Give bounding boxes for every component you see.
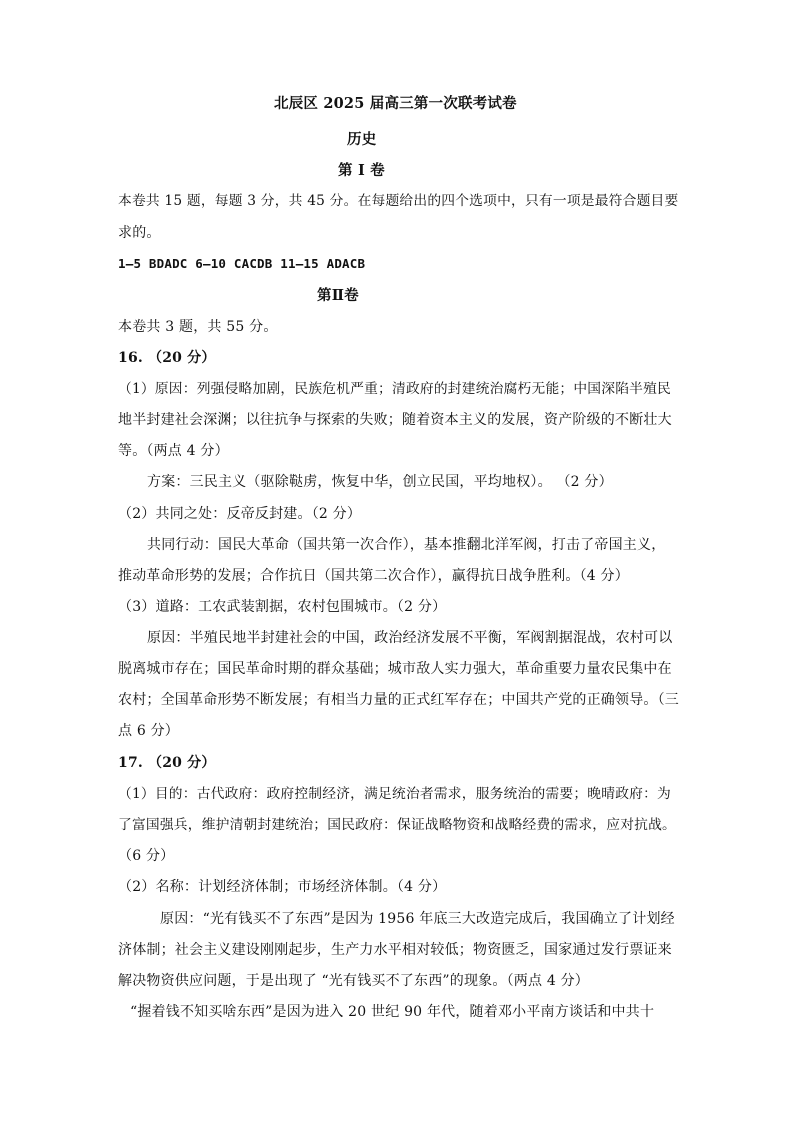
q16-reason-line: 农村；全国革命形势不断发展；有相当力量的正式红军存在；中国共产党的正确领导。（三: [118, 692, 679, 708]
q17-reason-line: “握着钱不知买啥东西”是因为进入 20 世纪 90 年代，随着邓小平南方谈话和中共十: [130, 1004, 655, 1020]
q16-reason-line: 点 6 分）: [118, 723, 180, 739]
q17-part1-line: （1）目的：古代政府：政府控制经济，满足统治者需求，服务统治的需要；晚晴政府：为: [118, 786, 672, 802]
q16-reason-line: 脱离城市存在；国民革命时期的群众基础；城市敌人实力强大，革命重要力量农民集中在: [118, 661, 672, 677]
q17-part1-line: 了富国强兵，维护清朝封建统治；国民政府：保证战略物资和战略经费的需求，应对抗战。: [118, 817, 677, 833]
q17-reason-line: 济体制；社会主义建设刚刚起步，生产力水平相对较低；物资匮乏，国家通过发行票证来: [118, 942, 672, 958]
page-title: 北辰区 2025 届高三第一次联考试卷: [274, 95, 517, 112]
q17-part1-line: （6 分）: [118, 848, 175, 864]
q16-part1-line: 地半封建社会深渊；以往抗争与探索的失败；随着资本主义的发展，资产阶级的不断壮大: [118, 412, 672, 428]
q17-reason-line: 原因：“光有钱买不了东西”是因为 1956 年底三大改造完成后，我国确立了计划经: [160, 911, 675, 927]
part1-title: 第 I 卷: [338, 162, 385, 179]
q16-action-line: 共同行动：国民大革命（国共第一次合作），基本推翻北洋军阀，打击了帝国主义，: [147, 537, 666, 553]
subject-title: 历史: [347, 131, 377, 148]
q17-part2-line: （2）名称：计划经济体制；市场经济体制。（4 分）: [118, 879, 447, 895]
q16-part3-line: （3）道路：工农武装割据，农村包围城市。（2 分）: [118, 599, 447, 615]
q16-plan-line: 方案：三民主义（驱除鞑虏，恢复中华，创立民国，平均地权）。 （2 分）: [147, 474, 613, 490]
part2-title: 第Ⅱ卷: [317, 287, 359, 304]
part2-intro: 本卷共 3 题，共 55 分。: [118, 319, 278, 335]
answer-key: 1—5 BDADC 6—10 CACDB 11—15 ADACB: [118, 256, 366, 271]
q16-part1-line: 等。（两点 4 分）: [118, 443, 229, 459]
q16-reason-line: 原因：半殖民地半封建社会的中国，政治经济发展不平衡，军阀割据混战，农村可以: [147, 630, 673, 646]
q16-part2-line: （2）共同之处：反帝反封建。（2 分）: [118, 506, 362, 522]
q17-reason-line: 解决物资供应问题，于是出现了 “光有钱买不了东西”的现象。（两点 4 分）: [118, 973, 589, 989]
part1-intro: 本卷共 15 题，每题 3 分，共 45 分。在每题给出的四个选项中，只有一项是最符合题目要: [118, 193, 679, 209]
question-17-heading: 17. （20 分）: [118, 755, 216, 771]
question-16-heading: 16. （20 分）: [118, 350, 216, 366]
q16-action-line: 推动革命形势的发展；合作抗日（国共第二次合作），赢得抗日战争胜利。（4 分）: [118, 568, 629, 584]
part1-intro-cont: 求的。: [118, 225, 161, 241]
q16-part1-line: （1）原因：列强侵略加剧，民族危机严重；清政府的封建统治腐朽无能；中国深陷半殖民: [118, 381, 672, 397]
